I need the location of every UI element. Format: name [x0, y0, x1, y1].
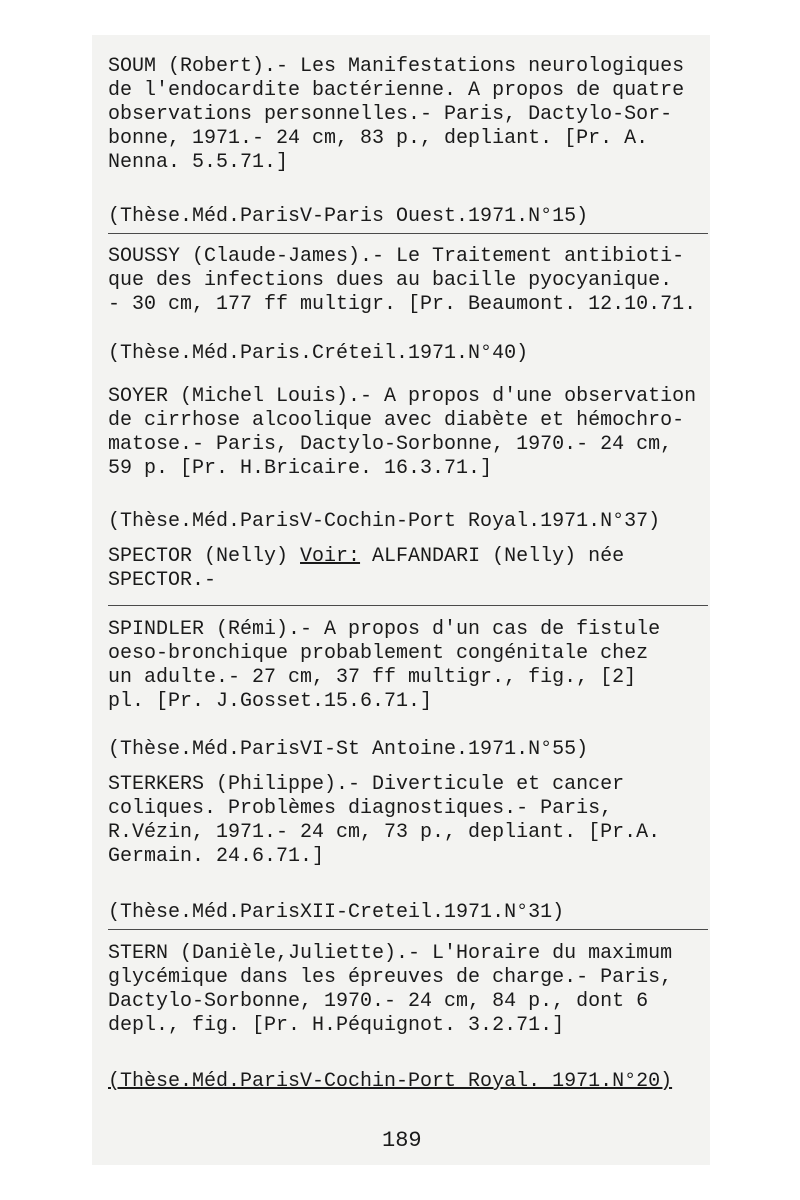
- entry-line: SOUM (Robert).- Les Manifestations neurologiques: [108, 55, 685, 78]
- thesis-citation: (Thèse.Méd.ParisV-Cochin-Port Royal. 1971.N°20): [108, 1070, 673, 1093]
- entry-line: SOUSSY (Claude-James).- Le Traitement antibioti-: [108, 245, 685, 268]
- entry-line: [108, 545, 708, 569]
- entry-line: que des infections dues au bacille pyocyanique.: [108, 269, 673, 292]
- bibliography-entry-soyer: [108, 385, 708, 481]
- entry-line: observations personnelles.- Paris, Dactylo-Sor-: [108, 103, 673, 126]
- entry-line: bonne, 1971.- 24 cm, 83 p., depliant. [Pr. A.: [108, 127, 649, 150]
- separator-rule: [108, 929, 708, 930]
- entry-line: de l'endocardite bactérienne. A propos de quatre: [108, 79, 685, 102]
- entry-line: glycémique dans les épreuves de charge.- Paris,: [108, 966, 673, 989]
- bibliography-entry-soum: [108, 55, 708, 175]
- entry-line: matose.- Paris, Dactylo-Sorbonne, 1970.- 24 cm,: [108, 433, 673, 456]
- thesis-citation: (Thèse.Méd.Paris.Créteil.1971.N°40): [108, 342, 529, 365]
- bibliography-entry-spector: [108, 545, 708, 593]
- entry-line: depl., fig. [Pr. H.Péquignot. 3.2.71.]: [108, 1014, 565, 1037]
- entry-line: STERN (Danièle,Juliette).- L'Horaire du maximum: [108, 942, 673, 965]
- entry-line: SPECTOR.-: [108, 569, 217, 592]
- thesis-citation: (Thèse.Méd.ParisV-Cochin-Port Royal.1971.N°37): [108, 510, 661, 533]
- entry-line: Dactylo-Sorbonne, 1970.- 24 cm, 84 p., dont 6: [108, 990, 649, 1013]
- entry-line: SOYER (Michel Louis).- A propos d'une observation: [108, 385, 697, 408]
- entry-line: de cirrhose alcoolique avec diabète et hémochro-: [108, 409, 685, 432]
- thesis-citation: (Thèse.Méd.ParisXII-Creteil.1971.N°31): [108, 901, 565, 924]
- entry-line: Nenna. 5.5.71.]: [108, 151, 289, 174]
- bibliography-entry-stern: [108, 942, 708, 1038]
- entry-line: coliques. Problèmes diagnostiques.- Paris,: [108, 797, 613, 820]
- entry-line: 59 p. [Pr. H.Bricaire. 16.3.71.]: [108, 457, 493, 480]
- bibliography-entry-sterkers: [108, 773, 708, 869]
- entry-line: un adulte.- 27 cm, 37 ff multigr., fig., [2]: [108, 666, 637, 689]
- entry-line: - 30 cm, 177 ff multigr. [Pr. Beaumont. 12.10.71.: [108, 293, 697, 316]
- entry-line: STERKERS (Philippe).- Diverticule et cancer: [108, 773, 625, 796]
- entry-line: oeso-bronchique probablement congénitale chez: [108, 642, 649, 665]
- separator-rule: [108, 233, 708, 234]
- entry-text: ALFANDARI (Nelly) née: [360, 545, 625, 568]
- page-number: 189: [382, 1128, 422, 1153]
- entry-line: pl. [Pr. J.Gosset.15.6.71.]: [108, 690, 433, 713]
- thesis-citation: (Thèse.Méd.ParisVI-St Antoine.1971.N°55): [108, 738, 589, 761]
- thesis-citation: (Thèse.Méd.ParisV-Paris Ouest.1971.N°15): [108, 205, 589, 228]
- bibliography-entry-soussy: [108, 245, 708, 317]
- bibliography-entry-spindler: [108, 618, 708, 714]
- entry-line: R.Vézin, 1971.- 24 cm, 73 p., depliant. [Pr.A.: [108, 821, 661, 844]
- voir-cross-reference: Voir:: [300, 545, 361, 568]
- entry-text: SPECTOR (Nelly): [108, 545, 301, 568]
- entry-line: SPINDLER (Rémi).- A propos d'un cas de fistule: [108, 618, 661, 641]
- entry-line: Germain. 24.6.71.]: [108, 845, 325, 868]
- separator-rule: [108, 605, 708, 606]
